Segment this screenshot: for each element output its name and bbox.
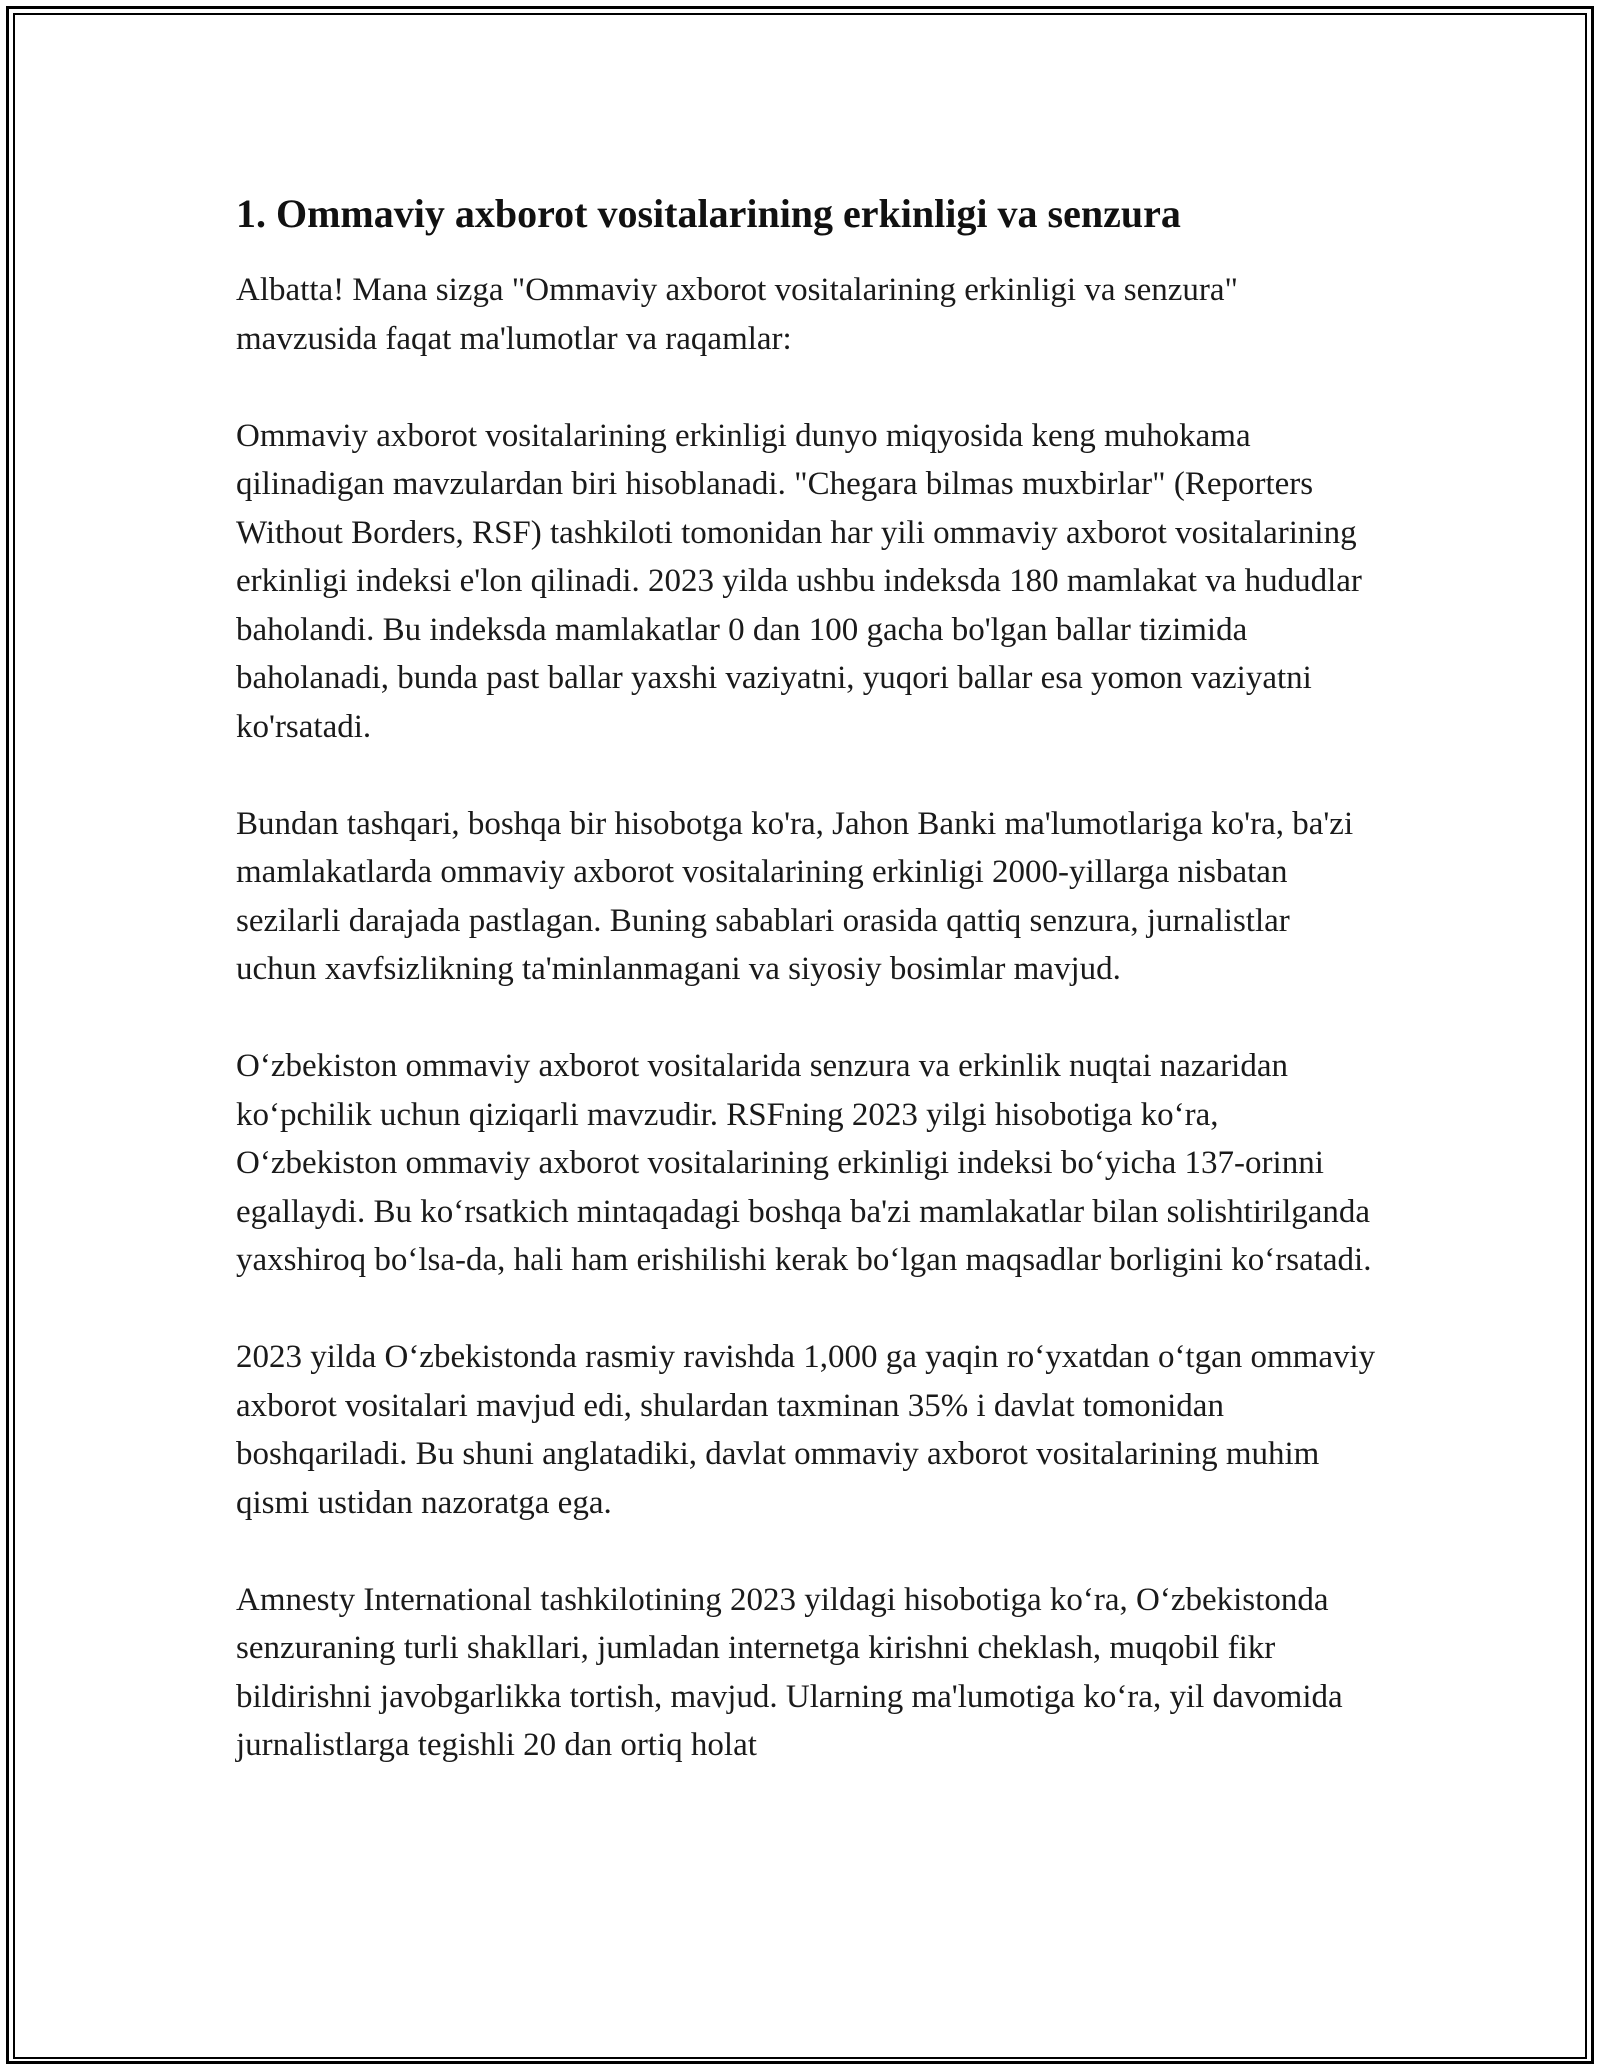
- section-heading: 1. Ommaviy axborot vositalarining erkinligi va senzura: [236, 191, 1181, 236]
- document-body: [236, 186, 1376, 1818]
- paragraph-rsf-index: Ommaviy axborot vositalarining erkinligi dunyo miqyosida keng muhokama qilinadigan mavzulardan biri hisoblanadi. "Chegara bilmas muxbirlar" (Reporters Without Borders, RSF) tashkiloti tomonidan har yili ommaviy axborot vositalarining erkinligi indeksi e'lon qilinadi. 2023 yilda ushbu indeksda 180 mamlakat va hududlar baholandi. Bu indeksda mamlakatlar 0 dan 100 gacha bo'lgan ballar tizimida baholanadi, bunda past ballar yaxshi vaziyatni, yuqori ballar esa yomon vaziyatni ko'rsatadi.: [236, 417, 1362, 745]
- paragraph-world-bank: Bundan tashqari, boshqa bir hisobotga ko'ra, Jahon Banki ma'lumotlariga ko'ra, ba'zi mamlakatlarda ommaviy axborot vositalarining erkinligi 2000-yillarga nisbatan sezilarli darajada pastlagan. Buning sabablari orasida qattiq senzura, jurnalistlar uchun xavfsizlikning ta'minlanmagani va siyosiy bosimlar mavjud.: [236, 805, 1354, 987]
- paragraph-uzbekistan-rank: Oʻzbekiston ommaviy axborot vositalarida senzura va erkinlik nuqtai nazaridan koʻpchilik uchun qiziqarli mavzudir. RSFning 2023 yilgi hisobotiga koʻra, Oʻzbekiston ommaviy axborot vositalarining erkinligi indeksi boʻyicha 137-orinni egallaydi. Bu koʻrsatkich mintaqadagi boshqa ba'zi mamlakatlar bilan solishtirilganda yaxshiroq boʻlsa-da, hali ham erishilishi kerak boʻlgan maqsadlar borligini koʻrsatadi.: [236, 1048, 1372, 1278]
- paragraph-amnesty: Amnesty International tashkilotining 2023 yildagi hisobotiga koʻra, Oʻzbekistonda senzuraning turli shakllari, jumladan internetga kirishni cheklash, muqobil fikr bildirishni javobgarlikka tortish, mavjud. Ularning ma'lumotiga koʻra, yil davomida jurnalistlarga tegishli 20 dan ortiq holat: [236, 1581, 1343, 1763]
- paragraph-intro: Albatta! Mana sizga "Ommaviy axborot vositalarining erkinligi va senzura" mavzusida faqat ma'lumotlar va raqamlar:: [236, 272, 1238, 357]
- paragraph-media-count: 2023 yilda Oʻzbekistonda rasmiy ravishda 1,000 ga yaqin roʻyxatdan oʻtgan ommaviy axborot vositalari mavjud edi, shulardan taxminan 35% i davlat tomonidan boshqariladi. Bu shuni anglatadiki, davlat ommaviy axborot vositalarining muhim qismi ustidan nazoratga ega.: [236, 1339, 1376, 1521]
